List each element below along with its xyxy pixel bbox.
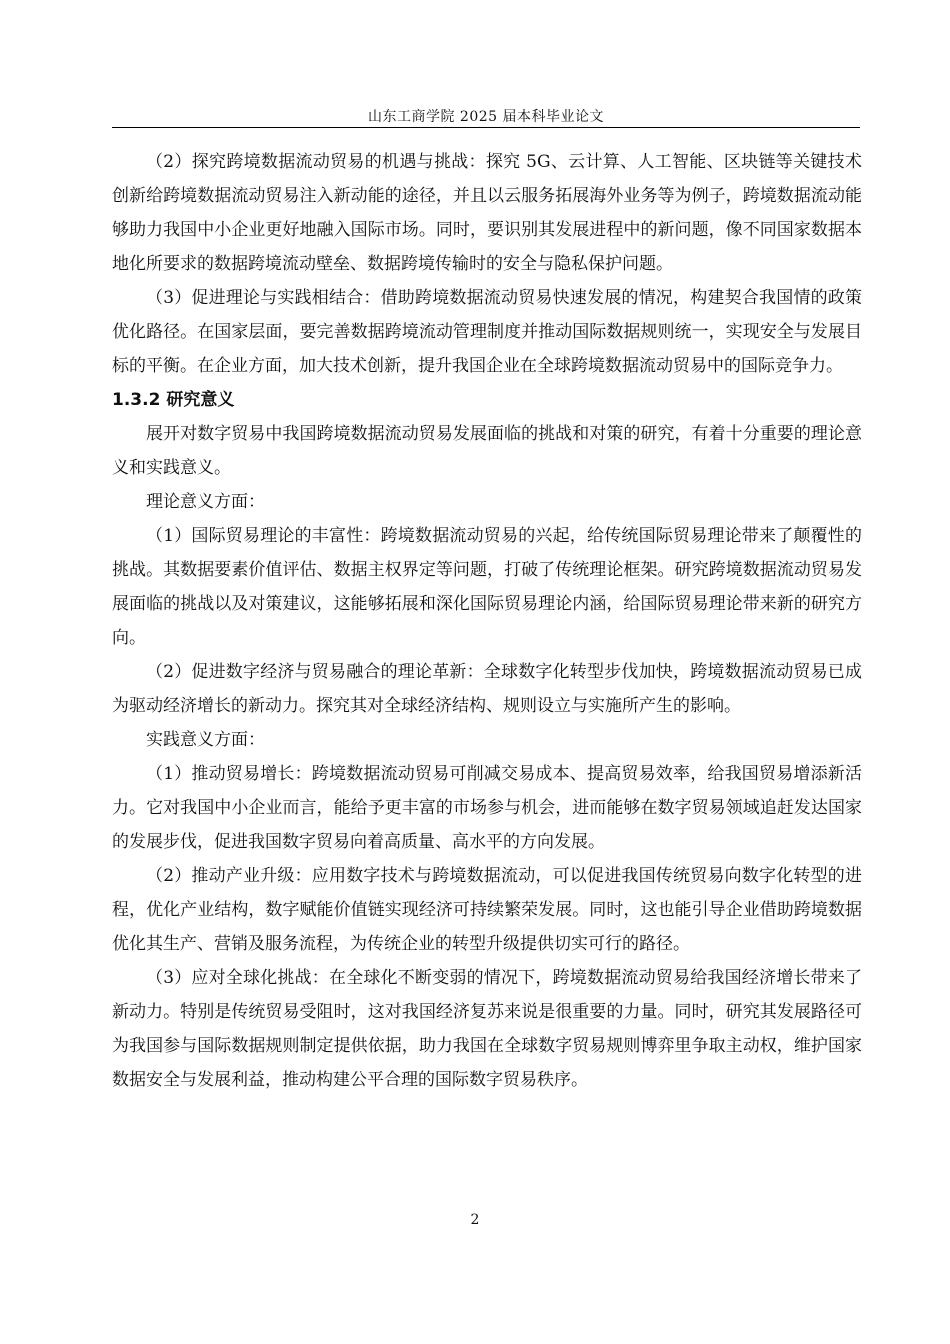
practice-label: 实践意义方面：	[146, 730, 265, 750]
practice-point-3: （3）应对全球化挑战：在全球化不断变弱的情况下，跨境数据流动贸易给我国经济增长带来了新动力。特别是传统贸易受阻时，这对我国经济复苏来说是很重要的力量。同时，研究其发展路径可为我国参与国际数据规则制定提供依据，助力我国在全球数字贸易规则博弈里争取主动权，维护国家数据安全与发展利益，推动构建公平合理的国际数字贸易秩序。	[112, 968, 862, 1090]
theory-point-2: （2）促进数字经济与贸易融合的理论革新：全球数字化转型步伐加快，跨境数据流动贸易已成为驱动经济增长的新动力。探究其对全球经济结构、规则设立与实施所产生的影响。	[112, 662, 862, 716]
section-intro: 展开对数字贸易中我国跨境数据流动贸易发展面临的挑战和对策的研究，有着十分重要的理论意义和实践意义。	[112, 424, 862, 478]
body-text	[112, 145, 862, 1097]
page-number: 2	[470, 1212, 480, 1228]
page-header: 山东工商学院 2025 届本科毕业论文	[367, 109, 605, 125]
paragraph-objective-2: （2）探究跨境数据流动贸易的机遇与挑战：探究 5G、云计算、人工智能、区块链等关键技术创新给跨境数据流动贸易注入新动能的途径，并且以云服务拓展海外业务等为例子，跨境数据流动能够助力我国中小企业更好地融入国际市场。同时，要识别其发展进程中的新问题，像不同国家数据本地化所要求的数据跨境流动壁垒、数据跨境传输时的安全与隐私保护问题。	[112, 152, 862, 274]
section-heading: 1.3.2 研究意义	[112, 390, 235, 410]
practice-point-1: （1）推动贸易增长：跨境数据流动贸易可削减交易成本、提高贸易效率，给我国贸易增添新活力。它对我国中小企业而言，能给予更丰富的市场参与机会，进而能够在数字贸易领域追赶发达国家的发展步伐，促进我国数字贸易向着高质量、高水平的方向发展。	[112, 764, 862, 852]
header-rule	[112, 127, 860, 128]
practice-point-2: （2）推动产业升级：应用数字技术与跨境数据流动，可以促进我国传统贸易向数字化转型的进程，优化产业结构，数字赋能价值链实现经济可持续繁荣发展。同时，这也能引导企业借助跨境数据优化其生产、营销及服务流程，为传统企业的转型升级提供切实可行的路径。	[112, 866, 862, 954]
paragraph-objective-3: （3）促进理论与实践相结合：借助跨境数据流动贸易快速发展的情况，构建契合我国情的政策优化路径。在国家层面，要完善数据跨境流动管理制度并推动国际数据规则统一，实现安全与发展目标的平衡。在企业方面，加大技术创新，提升我国企业在全球跨境数据流动贸易中的国际竞争力。	[112, 288, 862, 376]
theory-point-1: （1）国际贸易理论的丰富性：跨境数据流动贸易的兴起，给传统国际贸易理论带来了颠覆性的挑战。其数据要素价值评估、数据主权界定等问题，打破了传统理论框架。研究跨境数据流动贸易发展面临的挑战以及对策建议，这能够拓展和深化国际贸易理论内涵，给国际贸易理论带来新的研究方向。	[112, 526, 862, 648]
theory-label: 理论意义方面：	[146, 492, 265, 512]
